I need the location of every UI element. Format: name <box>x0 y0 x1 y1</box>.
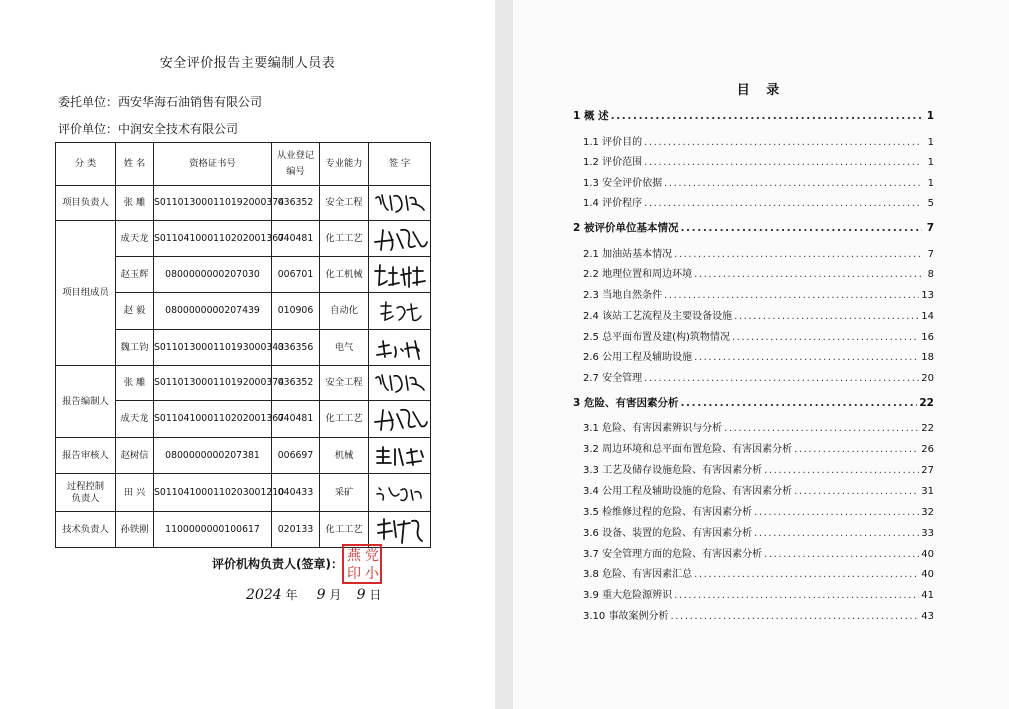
toc-page-number: 13 <box>921 290 934 301</box>
header-registration-line2: 编号 <box>286 166 305 177</box>
toc-entry-label: 2.6 公用工程及辅助设施 <box>583 352 693 363</box>
toc-entry-label: 2.3 当地自然条件 <box>583 290 663 301</box>
toc-section-entry <box>583 153 934 168</box>
header-name: 姓 名 <box>116 143 154 186</box>
toc-leader-dots <box>644 373 919 384</box>
toc-page-number: 18 <box>921 352 934 363</box>
specialty-cell: 电气 <box>320 330 369 366</box>
header-signature: 签 字 <box>369 143 431 186</box>
toc-section-entry <box>583 461 934 476</box>
toc-leader-dots <box>794 444 919 455</box>
toc-entry-label: 3.8 危险、有害因素汇总 <box>583 569 693 580</box>
specialty-cell: 自动化 <box>320 293 369 330</box>
toc-section-entry <box>583 607 934 622</box>
toc-leader-dots <box>674 249 922 260</box>
signature-cell <box>369 366 431 401</box>
toc-section-entry <box>583 524 934 539</box>
toc-page-number: 40 <box>921 569 934 580</box>
reg-cell: 040433 <box>272 474 320 512</box>
cert-cell: 0800000000207030 <box>154 257 272 293</box>
agency-signature-label: 评价机构负责人(签章)： <box>212 557 343 571</box>
toc-entry-label: 3.3 工艺及储存设施危险、有害因素分析 <box>583 465 763 476</box>
table-row <box>56 366 431 401</box>
handwritten-signature <box>375 298 425 324</box>
toc-section-entry <box>583 194 934 209</box>
cert-cell: S011041000110202001367 <box>154 221 272 257</box>
name-cell: 田 兴 <box>116 474 154 512</box>
name-cell: 张 雕 <box>116 186 154 221</box>
category-line1: 过程控制 <box>66 480 105 492</box>
specialty-cell: 化工工艺 <box>320 401 369 438</box>
toc-leader-dots <box>764 465 919 476</box>
toc-leader-dots <box>734 311 919 322</box>
toc-entry-label: 1.4 评价程序 <box>583 198 643 209</box>
toc-leader-dots <box>694 269 922 280</box>
toc-page-number: 33 <box>921 528 934 539</box>
signature-cell <box>369 186 431 221</box>
reg-cell: 006697 <box>272 438 320 474</box>
reg-cell: 036352 <box>272 366 320 401</box>
date-day-unit: 日 <box>369 588 382 602</box>
signature-cell <box>369 401 431 438</box>
toc-section-entry <box>583 440 934 455</box>
toc-section-entry <box>583 348 934 363</box>
cert-cell: 0800000000207439 <box>154 293 272 330</box>
category-cell: 项目负责人 <box>56 186 116 221</box>
toc-page-number: 40 <box>921 549 934 560</box>
specialty-cell: 采矿 <box>320 474 369 512</box>
cert-cell: S011041000110203001210 <box>154 474 272 512</box>
handwritten-signature <box>373 443 427 469</box>
toc-entry-label: 1.1 评价目的 <box>583 137 643 148</box>
toc-leader-dots <box>694 352 919 363</box>
toc-leader-dots <box>674 590 919 601</box>
toc-section-entry <box>583 245 934 260</box>
toc-entry-label: 3.2 周边环境和总平面布置危险、有害因素分析 <box>583 444 793 455</box>
specialty-cell: 化工机械 <box>320 257 369 293</box>
cert-cell: 1100000000100617 <box>154 512 272 548</box>
toc-page-number: 41 <box>921 590 934 601</box>
toc-entry-label: 3.6 设备、装置的危险、有害因素分析 <box>583 528 753 539</box>
toc-leader-dots <box>611 110 922 122</box>
toc-entry-label: 1.3 安全评价依据 <box>583 178 663 189</box>
toc-page-number: 31 <box>921 486 934 497</box>
toc-entry-label: 3 危险、有害因素分析 <box>573 397 679 409</box>
toc-page-number: 1 <box>927 178 934 189</box>
toc-leader-dots <box>644 137 922 148</box>
toc-entry-label: 2.5 总平面布置及建(构)筑物情况 <box>583 332 730 343</box>
toc-leader-dots <box>644 198 922 209</box>
signature-cell <box>369 330 431 366</box>
toc-leader-dots <box>680 397 917 409</box>
toc-page-number: 1 <box>926 110 934 122</box>
toc-page-number: 20 <box>921 373 934 384</box>
toc-page-number: 16 <box>921 332 934 343</box>
toc-section-entry <box>583 133 934 148</box>
header-cert: 资格证书号 <box>154 143 272 186</box>
toc-section-entry <box>583 265 934 280</box>
cert-cell: S011013000110193000343 <box>154 330 272 366</box>
toc-entry-label: 2 被评价单位基本情况 <box>573 222 679 234</box>
toc-entry-label: 3.5 检维修过程的危险、有害因素分析 <box>583 507 753 518</box>
header-registration-line1: 从业登记 <box>276 150 315 162</box>
cert-cell: S011013000110192000374 <box>154 186 272 221</box>
specialty-cell: 化工工艺 <box>320 221 369 257</box>
toc-section-entry <box>583 328 934 343</box>
toc-entry-label: 3.4 公用工程及辅助设施的危险、有害因素分析 <box>583 486 793 497</box>
handwritten-signature <box>371 261 429 289</box>
header-category: 分 类 <box>56 143 116 186</box>
evaluator-label: 评价单位： <box>58 122 119 136</box>
toc-page-number: 32 <box>921 507 934 518</box>
specialty-cell: 安全工程 <box>320 186 369 221</box>
toc-chapter-entry <box>573 395 934 410</box>
category-cell: 报告审核人 <box>56 438 116 474</box>
toc-section-entry <box>583 369 934 384</box>
toc-page-number: 7 <box>927 249 934 260</box>
toc-leader-dots <box>764 549 919 560</box>
toc-leader-dots <box>664 290 919 301</box>
table-row <box>56 221 431 257</box>
signature-cell <box>369 221 431 257</box>
seal-char: 小 <box>365 566 379 582</box>
toc-leader-dots <box>670 611 919 622</box>
toc-entry-label: 3.1 危险、有害因素辨识与分析 <box>583 423 723 434</box>
handwritten-signature <box>373 480 427 506</box>
reg-cell: 006701 <box>272 257 320 293</box>
toc-page-number: 27 <box>921 465 934 476</box>
name-cell: 魏工钧 <box>116 330 154 366</box>
toc-page-number: 14 <box>921 311 934 322</box>
header-specialty: 专业能力 <box>320 143 369 186</box>
specialty-cell: 机械 <box>320 438 369 474</box>
evaluator-line <box>58 120 238 137</box>
category-cell: 报告编制人 <box>56 366 116 438</box>
table-header-row <box>56 143 431 186</box>
category-line2: 负责人 <box>71 492 100 504</box>
cert-cell: S011041000110202001367 <box>154 401 272 438</box>
name-cell: 成天龙 <box>116 401 154 438</box>
name-cell: 孙铁刚 <box>116 512 154 548</box>
signature-cell <box>369 438 431 474</box>
handwritten-signature <box>372 190 428 216</box>
toc-entry-label: 3.7 安全管理方面的危险、有害因素分析 <box>583 549 763 560</box>
name-cell: 赵树信 <box>116 438 154 474</box>
toc-entry-label: 2.2 地理位置和周边环境 <box>583 269 693 280</box>
evaluator-value: 中润安全技术有限公司 <box>118 122 239 136</box>
toc-entry-label: 3.10 事故案例分析 <box>583 611 669 622</box>
handwritten-signature <box>371 404 429 434</box>
seal-char: 印 <box>347 566 361 582</box>
signature-cell <box>369 293 431 330</box>
table-of-contents-page <box>513 0 1009 709</box>
date-month: 9 <box>316 587 326 603</box>
page-title: 安全评价报告主要编制人员表 <box>159 56 336 71</box>
category-cell: 项目组成员 <box>56 221 116 366</box>
seal-char: 燕 <box>347 548 361 564</box>
toc-title: 目 录 <box>736 83 786 98</box>
date-day: 9 <box>356 587 366 603</box>
toc-leader-dots <box>644 157 922 168</box>
handwritten-signature <box>372 370 428 396</box>
toc-page-number: 5 <box>927 198 934 209</box>
name-cell: 赵玉辉 <box>116 257 154 293</box>
cert-cell: S011013000110192000374 <box>154 366 272 401</box>
signing-date <box>246 586 381 603</box>
toc-leader-dots <box>724 423 919 434</box>
toc-entry-label: 1.2 评价范围 <box>583 157 643 168</box>
seal-char: 党 <box>365 548 379 564</box>
toc-leader-dots <box>754 528 919 539</box>
client-value: 西安华海石油销售有限公司 <box>118 95 263 109</box>
reg-cell: 040481 <box>272 221 320 257</box>
specialty-cell: 安全工程 <box>320 366 369 401</box>
toc-section-entry <box>583 482 934 497</box>
table-row <box>56 474 431 512</box>
toc-page-number: 43 <box>921 611 934 622</box>
toc-entry-label: 2.4 该站工艺流程及主要设备设施 <box>583 311 733 322</box>
table-row <box>56 438 431 474</box>
toc-page-number: 22 <box>919 397 934 409</box>
handwritten-signature <box>371 224 429 254</box>
date-year: 2024 <box>246 587 282 603</box>
name-cell: 赵 毅 <box>116 293 154 330</box>
reg-cell: 040481 <box>272 401 320 438</box>
toc-leader-dots <box>732 332 919 343</box>
name-cell: 张 雕 <box>116 366 154 401</box>
specialty-cell: 化工工艺 <box>320 512 369 548</box>
toc-section-entry <box>583 586 934 601</box>
toc-section-entry <box>583 419 934 434</box>
toc-entry-label: 2.1 加油站基本情况 <box>583 249 673 260</box>
client-line <box>58 93 262 110</box>
toc-page-number: 1 <box>927 157 934 168</box>
category-cell: 技术负责人 <box>56 512 116 548</box>
staff-table-page <box>0 0 495 709</box>
toc-entry-label: 3.9 重大危险源辨识 <box>583 590 673 601</box>
table-row <box>56 186 431 221</box>
date-year-unit: 年 <box>285 588 298 602</box>
date-month-unit: 月 <box>329 588 342 602</box>
reg-cell: 036352 <box>272 186 320 221</box>
toc-chapter-entry <box>573 220 934 235</box>
table-row <box>56 512 431 548</box>
header-registration <box>272 143 320 186</box>
reg-cell: 010906 <box>272 293 320 330</box>
category-cell <box>56 474 116 512</box>
signature-cell <box>369 257 431 293</box>
toc-page-number: 22 <box>921 423 934 434</box>
signature-cell <box>369 512 431 548</box>
toc-leader-dots <box>794 486 919 497</box>
name-cell: 成天龙 <box>116 221 154 257</box>
toc-section-entry <box>583 286 934 301</box>
toc-leader-dots <box>680 222 922 234</box>
toc-leader-dots <box>664 178 922 189</box>
client-label: 委托单位： <box>58 95 119 109</box>
toc-page-number: 1 <box>927 137 934 148</box>
toc-section-entry <box>583 307 934 322</box>
cert-cell: 0800000000207381 <box>154 438 272 474</box>
toc-chapter-entry <box>573 108 934 123</box>
toc-section-entry <box>583 545 934 560</box>
handwritten-signature <box>373 335 427 361</box>
staff-table <box>55 142 431 548</box>
toc-section-entry <box>583 174 934 189</box>
toc-section-entry <box>583 503 934 518</box>
reg-cell: 020133 <box>272 512 320 548</box>
toc-page-number: 7 <box>926 222 934 234</box>
reg-cell: 036356 <box>272 330 320 366</box>
toc-page-number: 8 <box>927 269 934 280</box>
toc-leader-dots <box>694 569 919 580</box>
toc-entry-label: 2.7 安全管理 <box>583 373 643 384</box>
toc-entry-label: 1 概 述 <box>573 110 609 122</box>
toc-leader-dots <box>754 507 919 518</box>
toc-page-number: 26 <box>921 444 934 455</box>
red-seal-stamp <box>342 544 382 584</box>
toc-section-entry <box>583 565 934 580</box>
signature-cell <box>369 474 431 512</box>
handwritten-signature <box>372 515 428 545</box>
